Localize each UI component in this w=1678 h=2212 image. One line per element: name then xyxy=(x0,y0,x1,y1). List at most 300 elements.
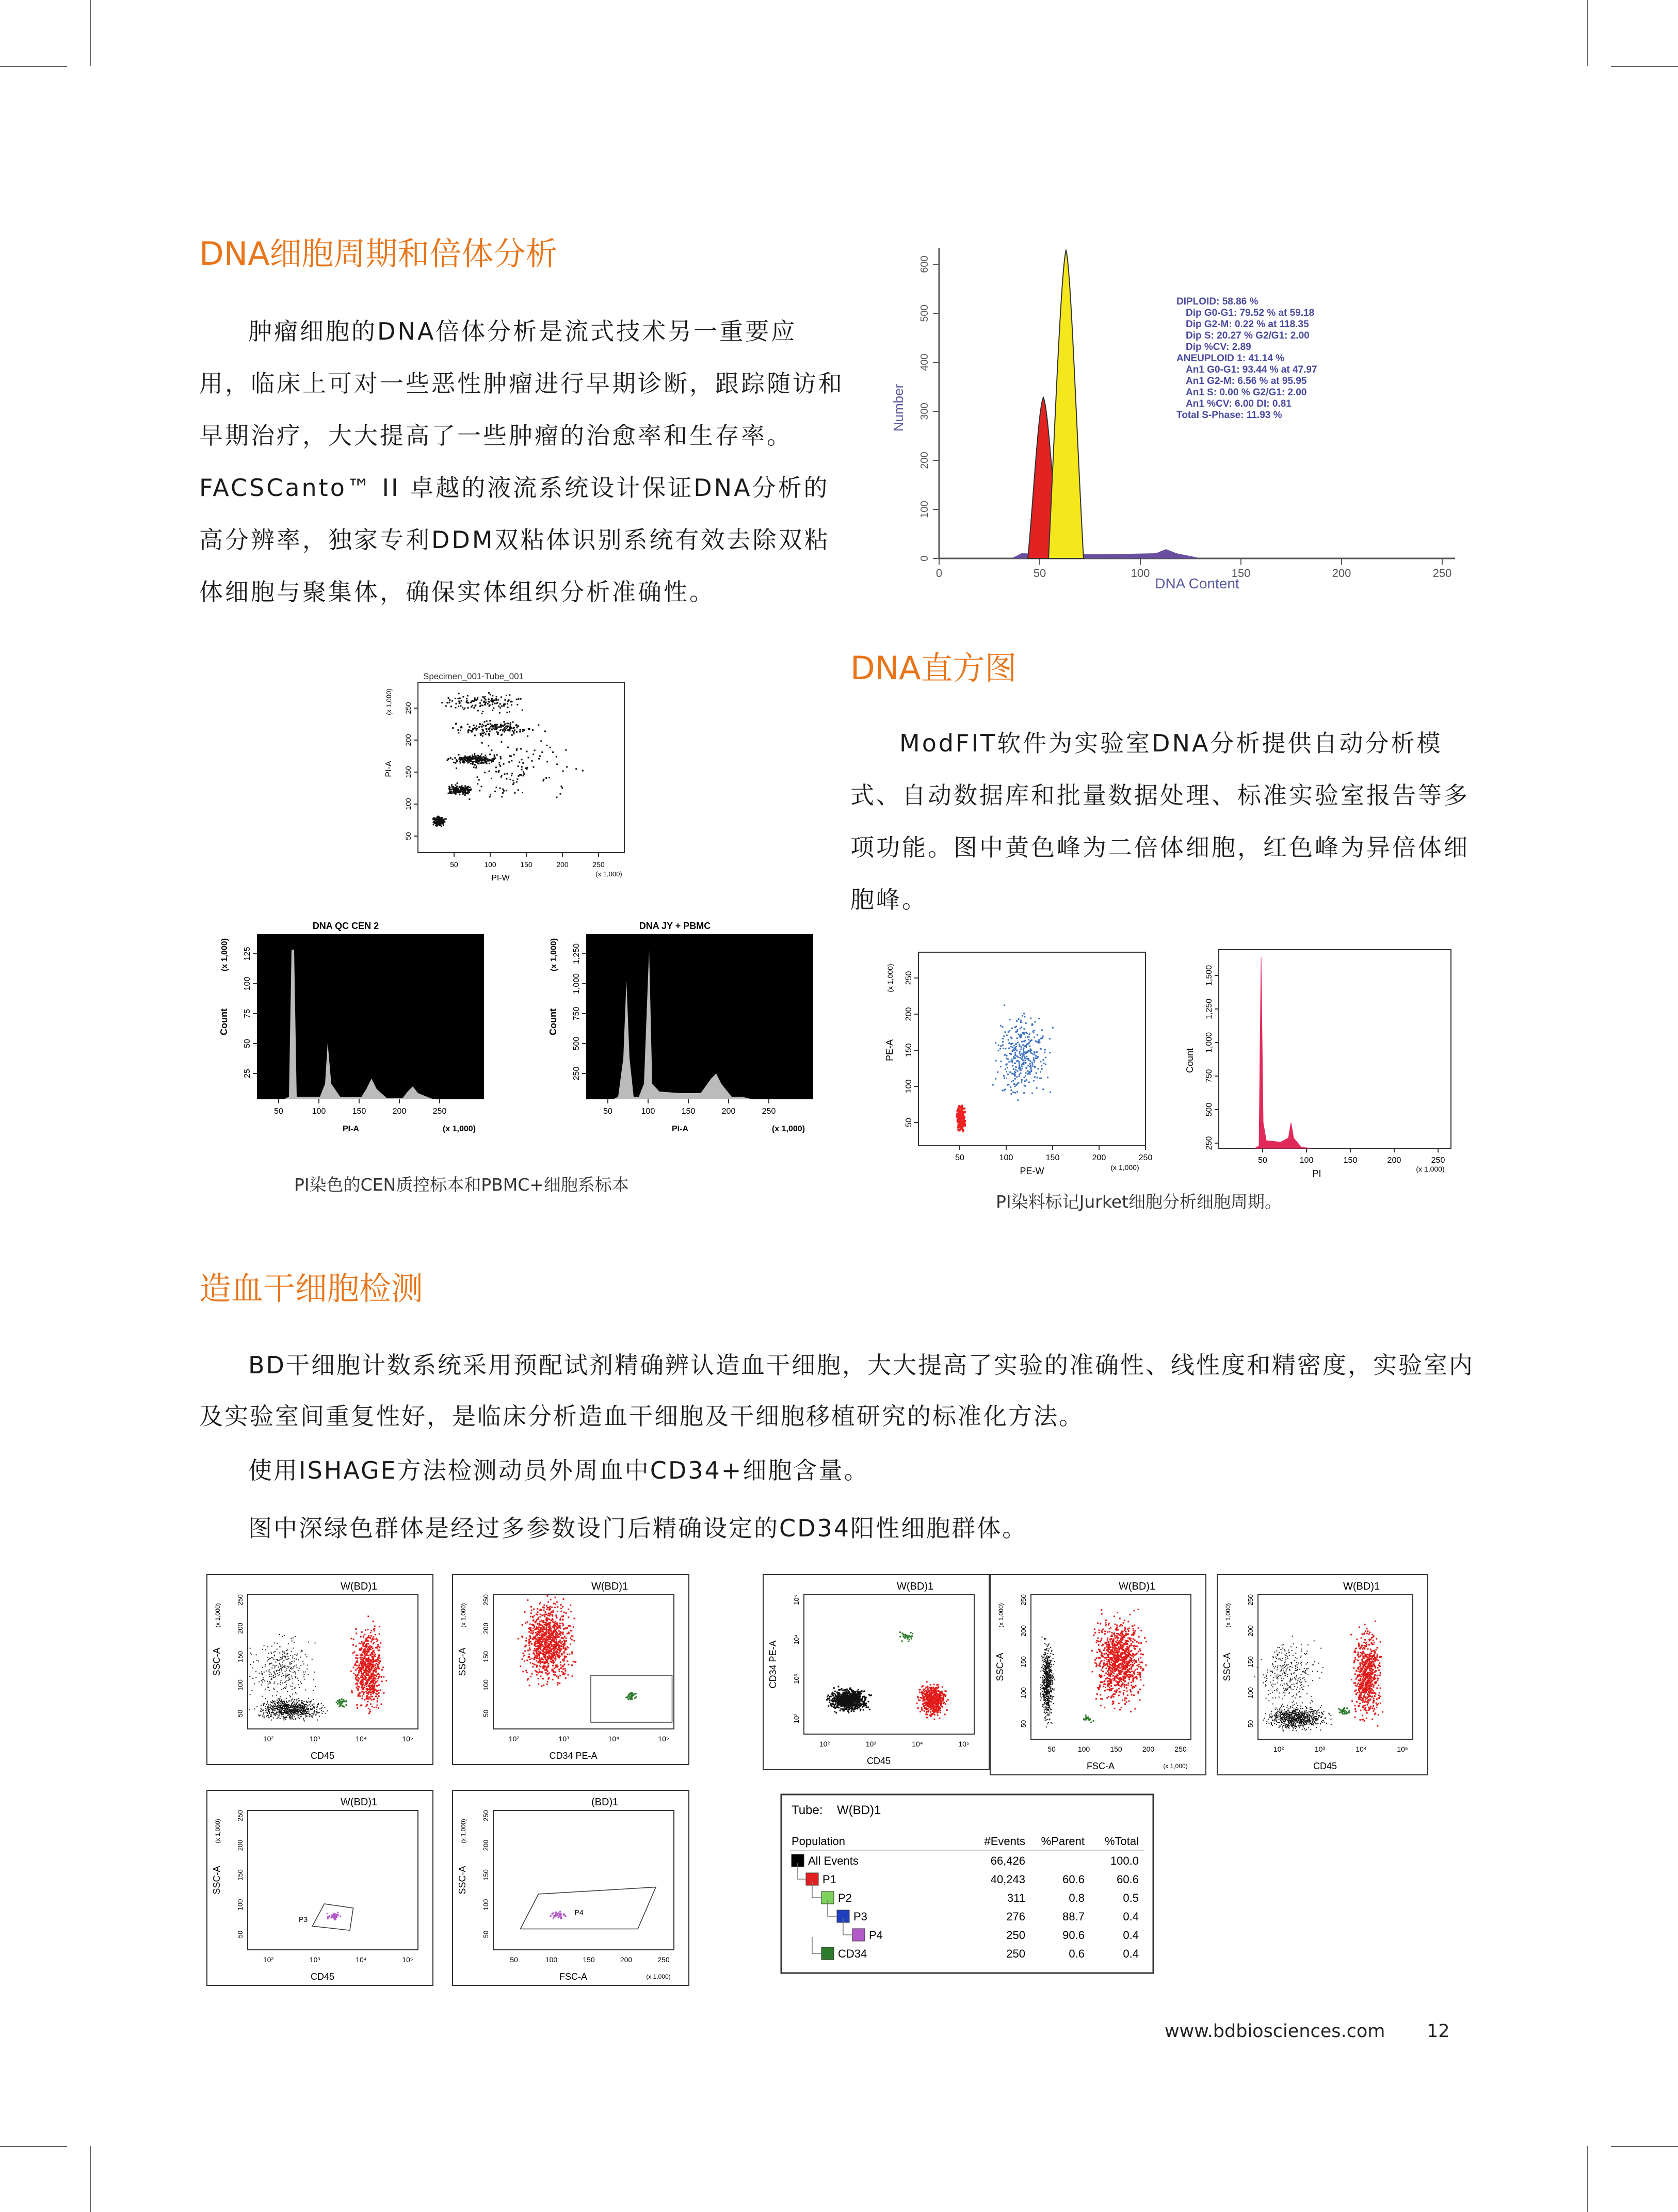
dot xyxy=(563,1656,565,1657)
dot xyxy=(360,1655,361,1656)
dot xyxy=(838,1700,840,1702)
dot xyxy=(853,1704,855,1705)
dot xyxy=(1006,1035,1008,1036)
dot xyxy=(262,1674,263,1675)
dot xyxy=(314,1710,315,1711)
dot xyxy=(461,700,462,702)
dot xyxy=(1022,1068,1023,1069)
dot xyxy=(1025,1045,1027,1047)
dot xyxy=(544,1632,546,1633)
dot xyxy=(286,1707,287,1708)
dot xyxy=(380,1703,382,1705)
dot xyxy=(365,1660,367,1662)
dot xyxy=(449,791,451,793)
dot xyxy=(457,782,458,784)
dot xyxy=(274,1681,275,1682)
dot xyxy=(288,1713,289,1714)
dot xyxy=(629,1695,631,1697)
dot xyxy=(271,1705,272,1706)
dot xyxy=(547,1644,549,1645)
dot xyxy=(367,1655,369,1656)
panel-y-tick: 250 xyxy=(482,1594,490,1606)
dot xyxy=(557,1637,558,1638)
dot xyxy=(279,1660,280,1661)
dot xyxy=(270,1707,271,1708)
dot xyxy=(956,1113,958,1115)
dot xyxy=(364,1670,366,1671)
dot xyxy=(526,1672,528,1673)
dot xyxy=(507,725,508,727)
dot xyxy=(573,1626,574,1628)
dot xyxy=(288,1704,289,1705)
dot xyxy=(310,1703,311,1704)
dot xyxy=(510,756,512,757)
dot xyxy=(525,1622,526,1624)
dot xyxy=(959,1118,961,1120)
dot xyxy=(962,1111,964,1113)
dot xyxy=(373,1628,375,1630)
dot xyxy=(277,1643,278,1644)
dot xyxy=(632,1693,634,1695)
dot xyxy=(487,724,489,725)
dot xyxy=(532,1630,534,1631)
dot xyxy=(357,1683,358,1685)
dot xyxy=(293,1711,294,1712)
dot xyxy=(832,1698,833,1700)
panel-y-tick: 10² xyxy=(793,1713,800,1724)
dot xyxy=(277,1705,278,1706)
dot xyxy=(343,1706,345,1708)
dot xyxy=(514,792,515,794)
dot xyxy=(359,1648,361,1650)
dot xyxy=(264,1717,265,1718)
dot xyxy=(368,1663,369,1664)
dot xyxy=(353,1666,354,1668)
dot xyxy=(380,1689,381,1691)
dot xyxy=(491,761,492,763)
panel-y-unit: (x 1,000) xyxy=(460,1603,467,1628)
dot xyxy=(291,1707,292,1708)
dot xyxy=(555,1604,556,1605)
dot xyxy=(474,734,476,736)
dot xyxy=(829,1700,831,1701)
dot xyxy=(1045,1057,1046,1059)
pi-scatter-plot xyxy=(382,666,640,888)
dot xyxy=(563,1612,565,1613)
dot xyxy=(301,1710,302,1711)
dot xyxy=(318,1703,319,1704)
dot xyxy=(830,1703,831,1705)
diploid-peak xyxy=(1048,250,1084,558)
dot xyxy=(379,1633,380,1635)
dot xyxy=(1023,1032,1025,1033)
dot xyxy=(267,1707,268,1708)
dot xyxy=(294,1642,295,1643)
dot xyxy=(293,1638,294,1639)
dot xyxy=(547,1614,549,1616)
panel-x-tick: 10⁴ xyxy=(356,1735,367,1743)
dot xyxy=(365,1674,367,1676)
dot xyxy=(282,1656,283,1657)
dot xyxy=(373,1692,375,1693)
dot xyxy=(961,1115,963,1117)
dot xyxy=(372,1687,373,1688)
dot xyxy=(271,1706,272,1707)
dot xyxy=(362,1679,364,1680)
dot xyxy=(550,1622,551,1624)
dot xyxy=(1042,1059,1044,1061)
tick-label: 200 xyxy=(392,1107,407,1116)
dot xyxy=(1003,1035,1005,1037)
dot xyxy=(537,1614,538,1615)
dot xyxy=(369,1709,371,1710)
dot xyxy=(453,792,455,794)
dot xyxy=(546,1684,548,1685)
dot xyxy=(1012,1092,1014,1093)
dot xyxy=(509,779,511,780)
dot xyxy=(303,1713,304,1714)
stat-line: ANEUPLOID 1: 41.14 % xyxy=(1176,353,1285,364)
dot xyxy=(352,1644,354,1646)
panel-x-tick: 10⁵ xyxy=(402,1735,413,1743)
dot xyxy=(260,1715,261,1716)
dot xyxy=(485,733,487,735)
dot xyxy=(494,729,495,730)
dot xyxy=(552,1654,553,1655)
dot xyxy=(368,1669,370,1670)
dot xyxy=(500,756,502,758)
dot xyxy=(310,1701,311,1702)
dot xyxy=(1028,1071,1030,1073)
dot xyxy=(544,1658,546,1659)
dot xyxy=(286,1706,287,1707)
dot xyxy=(1023,1092,1025,1094)
dot xyxy=(533,754,534,755)
dot xyxy=(529,1647,530,1649)
dot xyxy=(299,1714,300,1716)
dot xyxy=(256,1655,257,1656)
dot xyxy=(462,793,463,795)
dot xyxy=(296,1707,297,1708)
dot xyxy=(482,733,484,734)
dot xyxy=(547,1665,549,1666)
dot xyxy=(357,1707,358,1709)
dot xyxy=(322,1711,324,1712)
dot xyxy=(372,1638,373,1639)
dot xyxy=(548,1607,550,1608)
dot xyxy=(310,1709,311,1710)
dot xyxy=(483,756,485,758)
dot xyxy=(489,763,490,764)
dot xyxy=(296,1710,297,1711)
dot xyxy=(545,1672,547,1674)
dot xyxy=(543,1622,544,1623)
dot xyxy=(467,724,469,725)
dot xyxy=(279,1709,280,1710)
dot xyxy=(377,1667,379,1669)
dot xyxy=(553,1639,555,1641)
dot xyxy=(1023,1047,1024,1049)
dot xyxy=(362,1688,363,1689)
dot xyxy=(265,1706,266,1707)
x-tick-label: 50 xyxy=(1033,567,1046,580)
dot xyxy=(536,1640,537,1642)
dot xyxy=(462,761,463,762)
dot xyxy=(289,1705,291,1706)
dot xyxy=(545,1652,547,1654)
dot xyxy=(1002,1041,1004,1043)
dot xyxy=(543,1620,544,1622)
modfit-y-ticks xyxy=(919,255,939,561)
dot xyxy=(274,1655,275,1656)
dot xyxy=(1011,1073,1013,1075)
dot xyxy=(362,1685,363,1686)
dot xyxy=(562,1659,563,1661)
dot xyxy=(554,1630,555,1632)
dot xyxy=(559,1619,561,1621)
dot xyxy=(851,1703,853,1705)
dot xyxy=(1011,1059,1012,1060)
dot xyxy=(271,1653,272,1654)
dot xyxy=(300,1706,301,1707)
dot xyxy=(546,1656,548,1657)
dot xyxy=(1015,1069,1017,1070)
dot xyxy=(836,1701,837,1703)
dot xyxy=(947,1699,949,1701)
dot xyxy=(279,1669,280,1670)
dot xyxy=(300,1714,301,1715)
dot xyxy=(547,1625,548,1626)
dot xyxy=(836,1697,837,1698)
dot xyxy=(291,1706,292,1707)
dot xyxy=(841,1705,842,1707)
dot xyxy=(554,1624,555,1626)
dot xyxy=(290,1715,291,1716)
dot xyxy=(305,1654,306,1655)
dot xyxy=(475,767,477,768)
dot xyxy=(262,1667,263,1668)
dot xyxy=(511,704,512,706)
caption-right: PI染料标记Jurket细胞分析细胞周期。 xyxy=(996,1192,1282,1212)
dot xyxy=(538,1672,539,1674)
dot xyxy=(356,1687,357,1689)
dot xyxy=(357,1668,358,1669)
dot xyxy=(1016,1076,1018,1078)
tick-label: 125 xyxy=(243,947,252,961)
dot xyxy=(378,1695,380,1697)
dot xyxy=(556,1626,557,1627)
dot xyxy=(1049,1052,1051,1053)
dot xyxy=(369,1637,371,1639)
dot xyxy=(459,791,461,792)
dot xyxy=(1034,1054,1035,1055)
dot xyxy=(261,1709,262,1710)
dot xyxy=(367,1629,368,1630)
dot xyxy=(288,1700,289,1701)
section-title-dna-histogram: DNA直方图 xyxy=(850,649,1017,687)
dot xyxy=(840,1710,841,1711)
dot xyxy=(512,783,514,785)
dot xyxy=(1025,1085,1026,1087)
dot xyxy=(373,1656,374,1658)
panel-y-label: SSC-A xyxy=(212,1647,222,1676)
dot xyxy=(1004,1004,1005,1006)
dot xyxy=(267,1657,268,1658)
dot xyxy=(626,1696,628,1698)
dot xyxy=(568,1632,570,1634)
dot xyxy=(295,1654,296,1655)
dot xyxy=(280,1668,281,1669)
x-tick-label: 100 xyxy=(1131,567,1150,580)
dot xyxy=(1000,1066,1002,1067)
dot xyxy=(372,1696,373,1697)
dot xyxy=(276,1706,277,1707)
dot xyxy=(249,1676,250,1677)
dot xyxy=(857,1706,858,1708)
dot xyxy=(560,1617,561,1619)
dot xyxy=(270,1704,271,1705)
dot xyxy=(545,1634,546,1636)
dot xyxy=(549,1613,551,1614)
dot xyxy=(1034,1051,1035,1053)
dot xyxy=(564,1668,566,1670)
panel-x-tick: 10⁵ xyxy=(658,1735,669,1743)
dot xyxy=(358,1690,359,1691)
dot xyxy=(253,1661,254,1662)
dot xyxy=(290,1696,291,1697)
dot xyxy=(474,753,475,755)
dot xyxy=(1025,1075,1026,1077)
panel-y-unit: (x 1,000) xyxy=(214,1603,221,1628)
dot xyxy=(1002,1038,1004,1039)
dot xyxy=(1033,1057,1035,1059)
dot xyxy=(289,1695,290,1696)
dot xyxy=(556,797,557,798)
dot xyxy=(275,1703,276,1704)
dot xyxy=(538,1684,539,1685)
dot xyxy=(258,1714,259,1716)
dot xyxy=(284,1666,285,1667)
dot xyxy=(314,1672,315,1673)
dot xyxy=(365,1668,366,1669)
dot xyxy=(536,1619,538,1621)
modfit-y-label: Number xyxy=(891,383,906,432)
dot xyxy=(569,1654,570,1655)
dot xyxy=(250,1694,251,1695)
dot xyxy=(469,798,470,800)
dot xyxy=(556,1628,558,1629)
dot xyxy=(957,1115,959,1117)
dot xyxy=(278,1717,279,1718)
dot xyxy=(366,1660,368,1662)
modfit-stats-block xyxy=(1176,296,1317,421)
dot xyxy=(372,1679,373,1680)
dot xyxy=(499,764,501,765)
dot xyxy=(291,1704,292,1705)
dot xyxy=(462,707,463,708)
dot xyxy=(286,1680,287,1681)
dot xyxy=(315,1714,316,1716)
dot xyxy=(357,1660,358,1661)
dot xyxy=(449,789,450,791)
dot xyxy=(305,1713,306,1714)
dot xyxy=(857,1704,858,1705)
dot xyxy=(313,1713,314,1714)
dot xyxy=(536,1656,538,1658)
dot xyxy=(370,1703,372,1705)
dot xyxy=(365,1639,367,1640)
dot xyxy=(480,734,481,736)
dot xyxy=(504,727,506,729)
dot xyxy=(532,1663,534,1664)
dot xyxy=(369,1711,370,1712)
dot xyxy=(837,1686,839,1687)
dot xyxy=(284,1652,285,1653)
dot xyxy=(1033,1080,1035,1081)
dot xyxy=(264,1672,265,1673)
dot xyxy=(290,1686,291,1687)
dot xyxy=(522,1624,523,1626)
dot xyxy=(456,767,457,769)
dot xyxy=(274,1677,275,1678)
dot xyxy=(274,1710,275,1711)
dot xyxy=(287,1649,288,1650)
dot xyxy=(457,729,459,731)
dot xyxy=(303,1701,304,1702)
dot xyxy=(926,1681,928,1682)
dot xyxy=(296,1711,297,1712)
dot xyxy=(374,1642,375,1643)
dot xyxy=(460,762,461,764)
dot xyxy=(288,1666,289,1668)
dot xyxy=(455,698,456,699)
dot xyxy=(551,1630,552,1632)
dot xyxy=(271,1674,272,1675)
dot xyxy=(518,698,519,700)
dot xyxy=(308,1674,309,1675)
dot xyxy=(303,1663,304,1664)
dot xyxy=(471,758,473,759)
dot xyxy=(550,1653,552,1654)
dot xyxy=(534,1645,535,1646)
dot xyxy=(527,1678,529,1679)
dot xyxy=(532,1666,534,1668)
dot xyxy=(524,1660,525,1662)
dot xyxy=(564,1627,566,1629)
dot xyxy=(859,1695,861,1697)
dot xyxy=(481,754,482,755)
dot xyxy=(301,1705,302,1706)
dot xyxy=(484,772,486,773)
dot xyxy=(470,702,472,703)
dot xyxy=(279,1711,280,1712)
dot xyxy=(490,723,491,725)
dot xyxy=(840,1704,841,1705)
dot xyxy=(833,1687,835,1689)
dot xyxy=(294,1661,295,1662)
dot xyxy=(293,1713,294,1714)
dot xyxy=(847,1702,848,1704)
dot xyxy=(501,696,502,698)
hist-left-x-ticks xyxy=(274,1099,446,1116)
dot xyxy=(355,1683,357,1685)
dot xyxy=(1019,1051,1021,1052)
dot xyxy=(1029,1063,1031,1065)
dot xyxy=(534,1626,535,1628)
dot xyxy=(306,1704,307,1705)
dot xyxy=(282,1658,283,1659)
dot xyxy=(284,1710,285,1711)
